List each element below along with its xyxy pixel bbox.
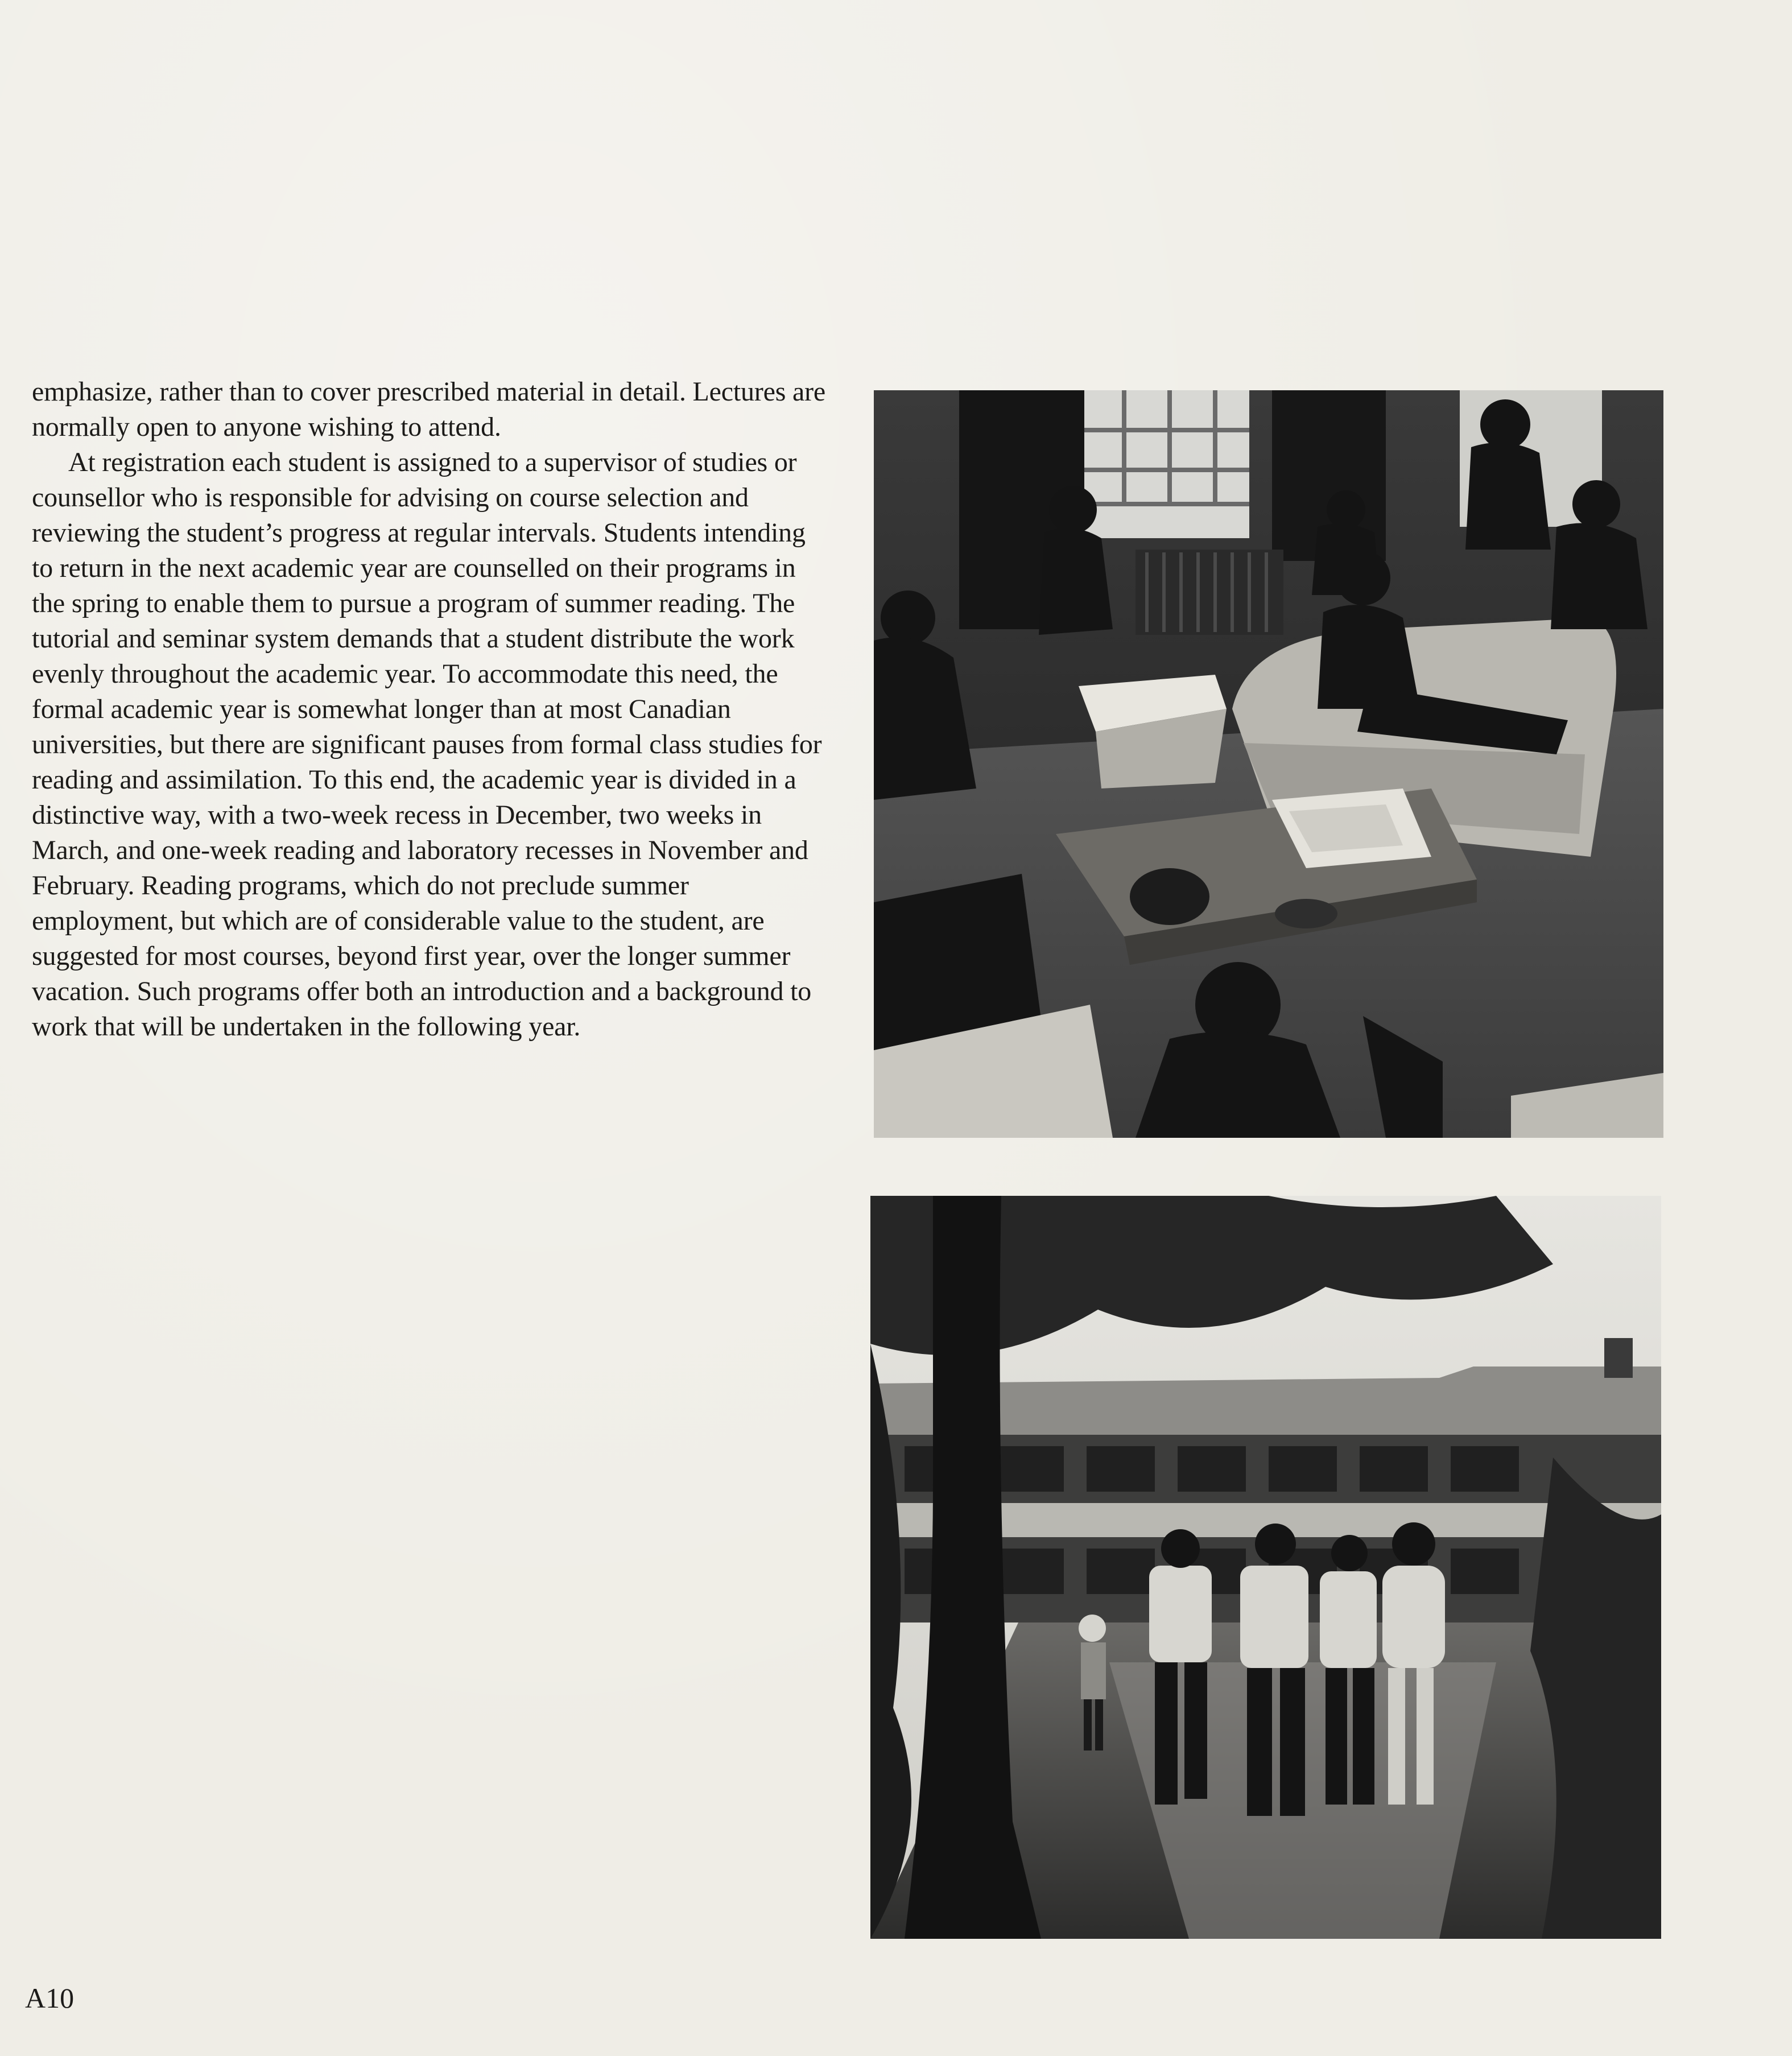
student-lounge-photo <box>874 390 1663 1138</box>
paragraph-registration: At registration each student is assigned to a supervisor of studies or counsellor who is responsible for advising on course selection and reviewing the student’s progress at regular intervals. Students intending to return in the next academic year are counselled on their programs in the spring to enable them to pursue a program of summer reading. The tutorial and seminar system demands that a student distribute the work evenly throughout the academic year. To accommodate this need, the formal academic year is somewhat longer than at most Canadian universities, but there are significant pauses from formal class studies for reading and assimilation. To this end, the academic year is divided in a distinctive way, with a two-week recess in December, two weeks in March, and one-week reading and laboratory recesses in November and February. Reading programs, which do not preclude summer employment, but which are of considerable value to the student, are suggested for most courses, beyond first year, over the longer summer vacation. Such programs offer both an introduction and a background to work that will be undertaken in the following year. <box>32 447 822 1042</box>
student-lounge-illustration <box>874 390 1663 1138</box>
campus-walk-photo <box>870 1196 1661 1939</box>
campus-walk-illustration <box>870 1196 1661 1939</box>
page-number: A10 <box>25 1982 75 2014</box>
paragraph-continuation: emphasize, rather than to cover prescribed material in detail. Lectures are normally open to anyone wishing to attend. <box>32 377 825 442</box>
body-text <box>32 374 828 1044</box>
